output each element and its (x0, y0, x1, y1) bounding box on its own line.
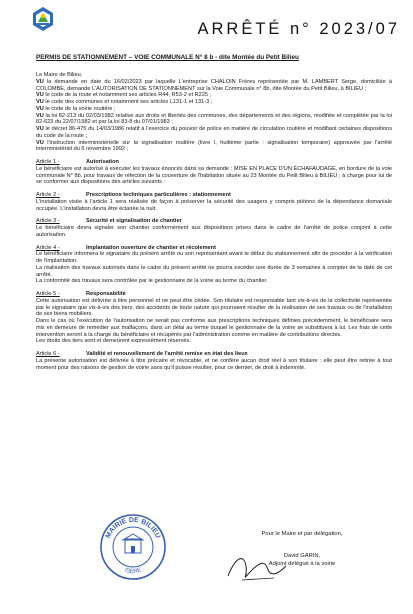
svg-text:ISÈRE (123, 567, 142, 575)
page-title: ARRÊTÉ n° 2023/07 (197, 20, 400, 38)
mairie-stamp-icon (98, 512, 168, 582)
article-2 (36, 192, 392, 212)
vu-text: l'instruction interministérielle sur la signalisation routière (livre I, huitième partie : signalisation temporaire) approuvée par l'arrêté interministériel du 6 novembre 1992 ; (36, 139, 392, 153)
article-paragraph: Dans le cas où l'exécution de l'autorisation ne serait pas conforme aux prescriptions techniques définies précédemment, le bénéficiaire sera mis en demeure de remédier aux malfaçons, dans un délai au terme duquel le gestionnaire de la voirie se substituera à lui. Les frais de cette intervention seront à la charge du bénéficiaire et récupérés par l'administration comme en matière de contributions directes. (36, 318, 392, 338)
vu-label: VU (36, 78, 44, 85)
article-title: Sécurité et signalisation de chantier (86, 218, 182, 225)
signatory-name: David GARIN, (283, 553, 321, 559)
permit-heading: PERMIS DE STATIONNEMENT – VOIE COMMUNALE N° 8 b - dite Montée du Petit Bilieu (36, 54, 299, 61)
article-paragraph: Cette autorisation est délivrée à titre personnel et ne peut être cédée. Son titulaire est responsable tant vis-à-vis de la collectivité représentée par le signataire que vis-à-vis des tiers, des accidents de toute nature qui pourraient résulter de la réalisation de ses travaux ou de l'installation de ses biens mobiliers. (36, 297, 392, 318)
vu-label: VU (36, 126, 44, 132)
svg-text:MAIRIE DE BILIEU (105, 517, 161, 540)
article-paragraph: Les droits des tiers sont et demeurent expressément réservés. (36, 338, 191, 345)
article-number: Article 3 - (36, 218, 60, 225)
commune-logo-icon (32, 6, 54, 32)
article-1 (36, 159, 392, 186)
article-paragraph: La conformité des travaux sera contrôlée par le gestionnaire de la voirie au terme du chantier. (36, 278, 268, 285)
article-paragraph: La réalisation des travaux autorisés dans le cadre du présent arrêté ne pourra excéder une durée de 3 semaines à compter de la date de cet arrêté. (36, 264, 392, 278)
article-title: Autorisation (86, 159, 119, 165)
vu-text: le décret 86-475 du 14/03/1986 relatif à l'exercice du pouvoir de police en matière de circulation routière et modifiant certaines dispositions du code de la route ; (36, 126, 392, 139)
vu-text: le code de la voirie routière ; (43, 105, 116, 112)
stamp-top-text: MAIRIE DE BILIEU (104, 516, 162, 540)
vu-item (36, 79, 392, 93)
article-number: Article 2 - (36, 192, 60, 198)
article-number: Article 5 - (36, 291, 60, 297)
article-title: Implantation ouverture de chantier et récolement (86, 244, 216, 251)
article-paragraph: Le bénéficiaire informera le signataire du présent arrêté ou son représentant avant le début du stationnement afin de procéder à la vérification de l'implantation. (36, 251, 392, 264)
article-number: Article 1 - (36, 159, 60, 165)
vu-label: VU (36, 112, 44, 119)
vu-text: la demande en date du 16/02/2023 par laquelle L'entreprise CHALOIN Frères représentée par M. LAMBERT Serge, domiciliée à COLOMBE, demande L'AUTORISATION DE STATIONNEMENT sur la Voie Communale n° 8b, dite Montée du Petit Bilieu, à BILIEU ; (36, 78, 392, 92)
article-3 (36, 218, 392, 238)
vu-label: VU (36, 92, 44, 99)
stamp-bottom-text: ISÈRE (123, 567, 143, 576)
article-number: Article 6 - (36, 351, 60, 357)
vu-text: le code de la route et notamment ses articles R44, R53-2 et R225 ; (43, 92, 212, 99)
vu-item (36, 126, 392, 140)
article-5 (36, 291, 392, 345)
vu-text: le code des communes et notamment ses articles L131-1 et 131-3 ; (43, 99, 213, 105)
handwritten-signature-icon (222, 548, 292, 588)
document-body (36, 72, 392, 371)
signature-delegation: Pour le Maire et par délégation, (261, 531, 343, 537)
vu-item (36, 92, 392, 99)
article-paragraph: Le bénéficiaire devra signaler son chantier conformément aux dispositions prises dans le cadre de l'arrêté de police conjoint à cette autorisation. (36, 225, 392, 238)
vu-label: VU (36, 99, 44, 105)
article-title: Validité et renouvellement de l'arrêté remise en état des lieux (86, 351, 248, 357)
article-title: Responsabilité (86, 291, 126, 297)
vu-label: VU (36, 105, 44, 112)
article-number: Article 4 - (36, 244, 60, 251)
article-title: Prescriptions techniques particulières : stationnement (86, 192, 231, 198)
signatory-role: Adjoint délégué à la voirie (268, 561, 336, 567)
article-paragraph: Le bénéficiaire est autorisé à exécuter les travaux énoncés dans sa demande : MISE EN PLACE D'UN ÉCHAFAUDAGE, en bordure de la voie communale N° 8b, pour travaux de réfection de la couverture de l'habitation située au 23 Montée du Petit Bilieu à BILIEU ; à charge pour lui de se conformer aux dispositions des articles suivants : (36, 165, 392, 186)
vu-text: la loi 82-213 du 02/03/1982 relative aux droits et libertés des communes, des départements et des régions, modifiée et complétée par la loi 82-623 du 22/07/1982 et par la loi 83-8 du 07/01/1983 ; (36, 112, 392, 126)
vu-list (36, 79, 392, 153)
vu-label: VU (36, 139, 44, 146)
article-6 (36, 351, 392, 371)
mayor-line: Le Maire de Bilieu, (36, 72, 83, 78)
vu-item (36, 140, 392, 154)
article-paragraph: L'installation visée à l'article 1 sera réalisée de façon à préserver la sécurité des usagers y compris piétons de la dépendance domaniale occupée. L'installation devra être éclairée la nuit. (36, 198, 392, 212)
vu-item (36, 113, 392, 127)
article-4 (36, 245, 392, 286)
vu-item (36, 106, 392, 113)
vu-item (36, 99, 392, 106)
article-paragraph: La présente autorisation est délivrée à titre précaire et révocable, et ne confère aucun droit réel à son titulaire : elle peut être retirée à tout moment pour des raisons de gestion de voirie sans qu'il puisse résulter, pour ce dernier, de droit à indemnité. (36, 357, 392, 371)
